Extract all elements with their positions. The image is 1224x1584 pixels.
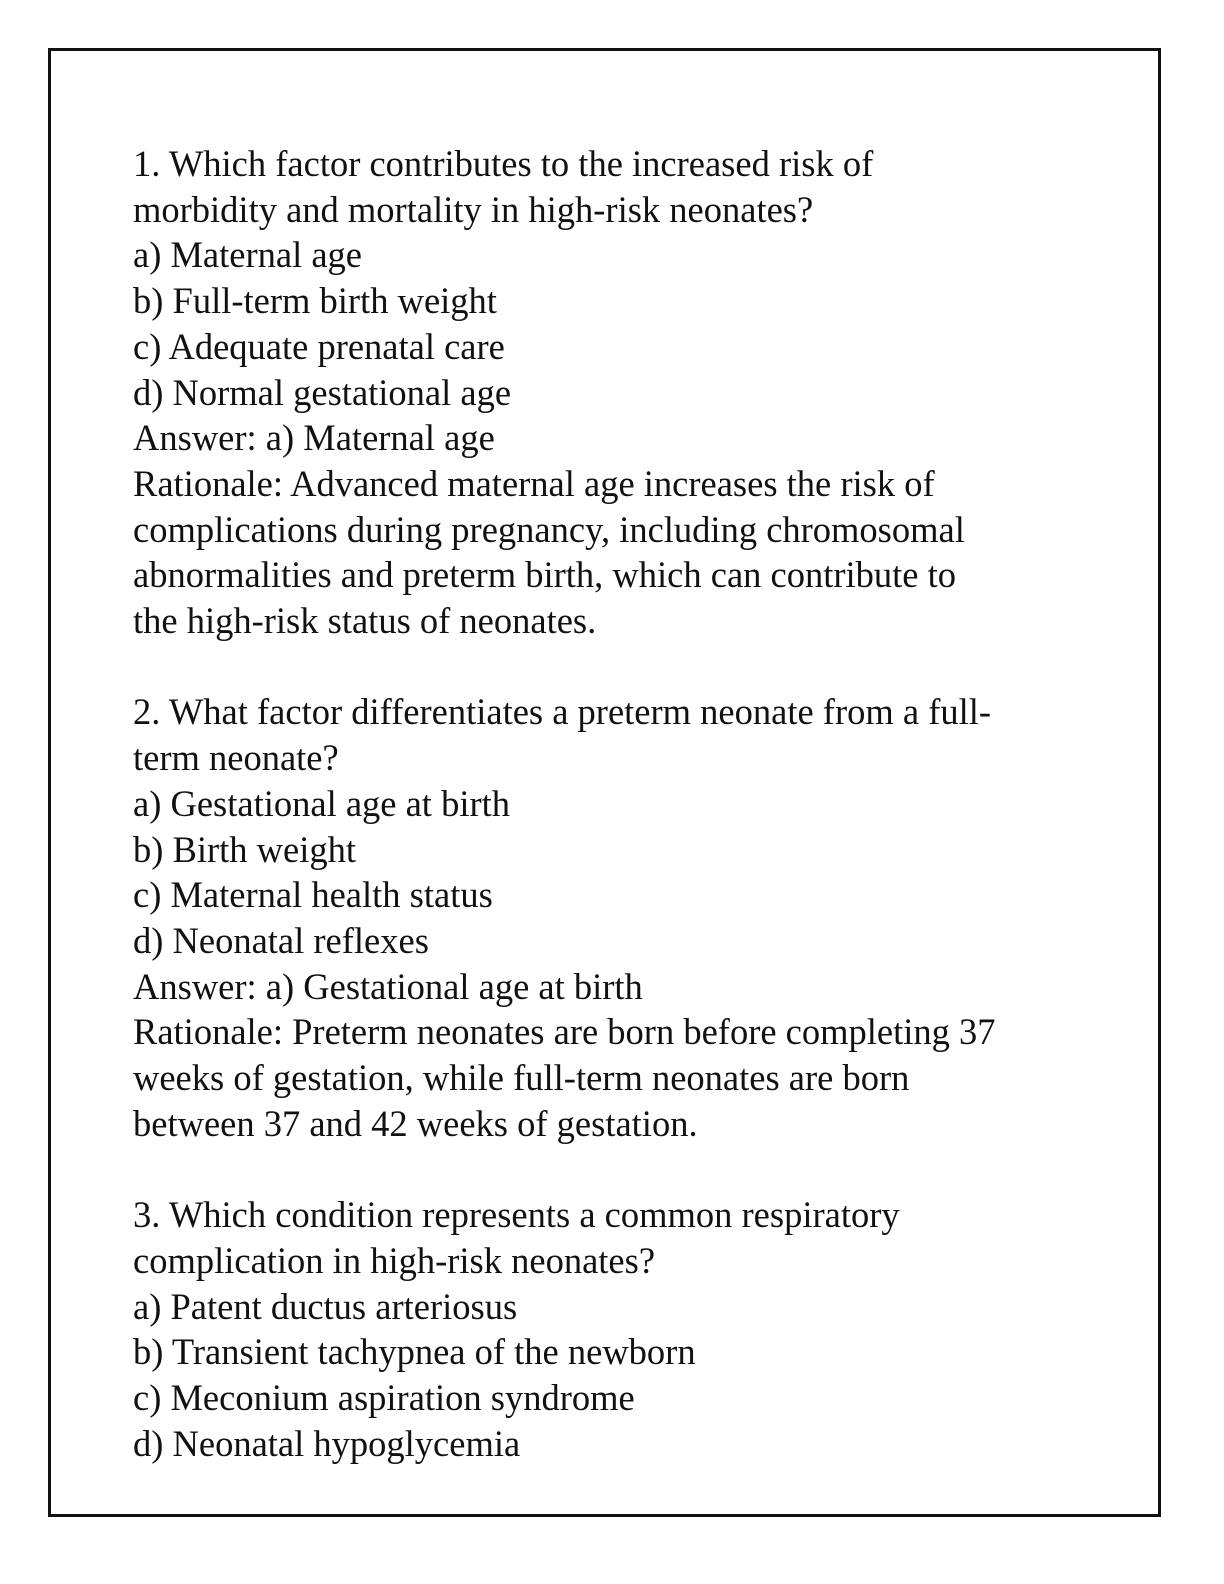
question-1-rationale-line-4: the high-risk status of neonates. (133, 600, 597, 642)
question-3-option-a: a) Patent ductus arteriosus (133, 1285, 518, 1327)
question-2 (133, 689, 1093, 1146)
question-2-option-c: c) Maternal health status (133, 874, 493, 916)
question-1-rationale-line-1: Rationale: Advanced maternal age increases the risk of (133, 462, 935, 504)
question-1-answer: Answer: a) Maternal age (133, 417, 495, 459)
question-1-option-d: d) Normal gestational age (133, 371, 512, 413)
question-1-rationale-line-2: complications during pregnancy, including chromosomal (133, 508, 965, 550)
question-1-option-a: a) Maternal age (133, 234, 362, 276)
question-3-stem-line-1: 3. Which condition represents a common respiratory (133, 1194, 900, 1236)
question-1-stem-line-1: 1. Which factor contributes to the increased risk of (133, 143, 874, 184)
question-1-option-c: c) Adequate prenatal care (133, 325, 505, 367)
question-1-stem-line-2: morbidity and mortality in high-risk neonates? (133, 188, 814, 230)
question-2-option-d: d) Neonatal reflexes (133, 919, 429, 961)
question-2-stem-line-2: term neonate? (133, 737, 339, 779)
question-1 (133, 141, 1093, 644)
question-3 (133, 1192, 1093, 1466)
question-2-rationale-line-2: weeks of gestation, while full-term neonates are born (133, 1057, 910, 1099)
question-2-rationale-line-1: Rationale: Preterm neonates are born before completing 37 (133, 1011, 996, 1053)
question-2-rationale-line-3: between 37 and 42 weeks of gestation. (133, 1102, 698, 1144)
document-body (133, 141, 1093, 1466)
question-2-option-a: a) Gestational age at birth (133, 782, 511, 824)
question-2-option-b: b) Birth weight (133, 828, 357, 870)
question-3-option-c: c) Meconium aspiration syndrome (133, 1376, 635, 1418)
question-2-stem-line-1: 2. What factor differentiates a preterm neonate from a full- (133, 691, 992, 733)
question-3-option-b: b) Transient tachypnea of the newborn (133, 1331, 696, 1373)
question-3-stem-line-2: complication in high-risk neonates? (133, 1239, 656, 1281)
question-1-rationale-line-3: abnormalities and preterm birth, which can contribute to (133, 554, 957, 596)
question-2-answer: Answer: a) Gestational age at birth (133, 965, 643, 1007)
question-1-option-b: b) Full-term birth weight (133, 280, 497, 322)
question-3-option-d: d) Neonatal hypoglycemia (133, 1422, 521, 1464)
